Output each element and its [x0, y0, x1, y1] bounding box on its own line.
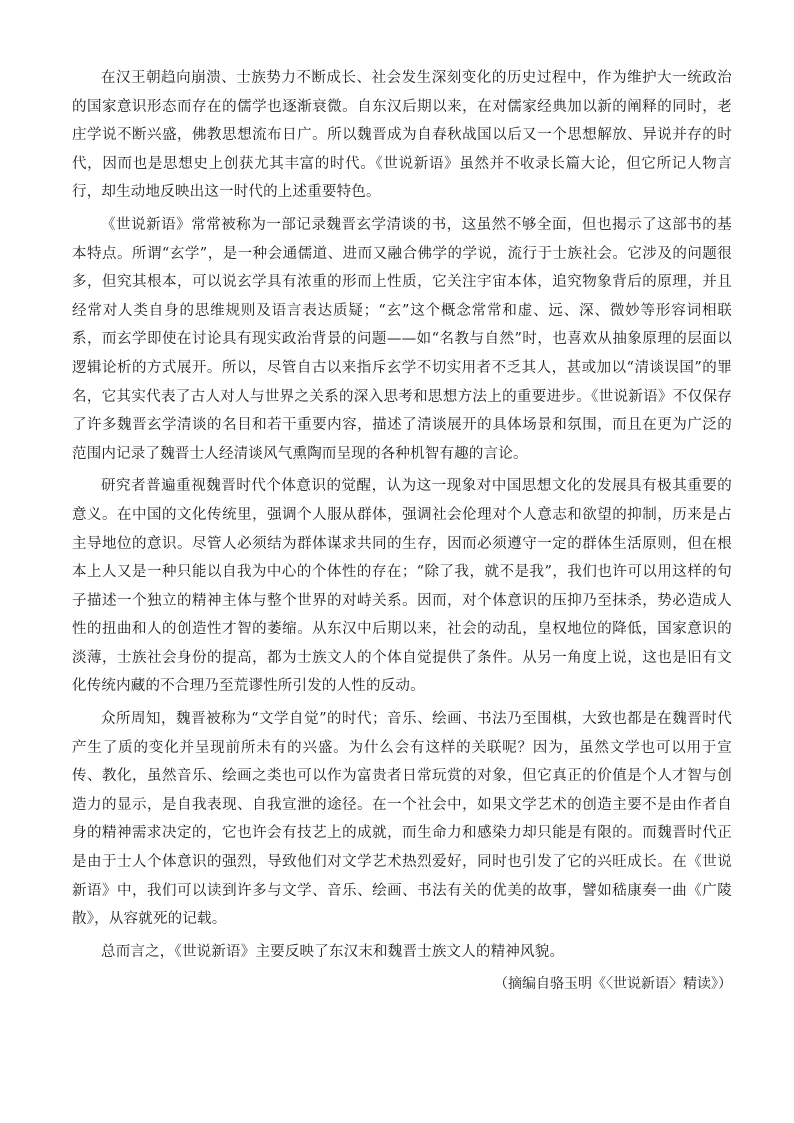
source-citation: （摘编自骆玉明《〈世说新语〉精读》）	[494, 976, 732, 993]
paragraph-4: 众所周知，魏晋被称为“文学自觉”的时代；音乐、绘画、书法乃至围棋，大致也都是在魏晋时代产生了质的变化并呈现前所未有的兴盛。为什么会有这样的关联呢？因为，虽然文学也可以用于宣传、教化，虽然音乐、绘画之类也可以作为富贵者日常玩赏的对象，但它真正的价值是个人才智与创造力的显示，是自我表现、自我宣泄的途径。在一个社会中，如果文学艺术的创造主要不是由作者自身的精神需求决定的，它也许会有技艺上的成就，而生命力和感染力却只能是有限的。而魏晋时代正是由于士人个体意识的强烈，导致他们对文学艺术热烈爱好，同时也引发了它的兴旺成长。在《世说新语》中，我们可以读到许多与文学、音乐、绘画、书法有关的优美的故事，譬如嵇康奏一曲《广陵散》，从容就死的记载。	[72, 711, 732, 928]
paragraph-2: 《世说新语》常常被称为一部记录魏晋玄学清谈的书，这虽然不够全面，但也揭示了这部书的基本特点。所谓“玄学”，是一种会通儒道、进而又融合佛学的学说，流行于士族社会。它涉及的问题很多，但究其根本，可以说玄学具有浓重的形而上性质，它关注宇宙本体，追究物象背后的原理，并且经常对人类自身的思维规则及语言表达质疑；“玄”这个概念常常和虚、远、深、微妙等形容词相联系，而玄学即使在讨论具有现实政治背景的问题——如“名教与自然”时，也喜欢从抽象原理的层面以逻辑论析的方式展开。所以，尽管自古以来指斥玄学不切实用者不乏其人，甚或加以“清谈误国”的罪名，它其实代表了古人对人与世界之关系的深入思考和思想方法上的重要进步。《世说新语》不仅保存了许多魏晋玄学清谈的名目和若干重要内容，描述了清谈展开的具体场景和氛围，而且在更为广泛的范围内记录了魏晋士人经清谈风气熏陶而呈现的各种机智有趣的言论。	[72, 216, 732, 462]
paragraph-5: 总而言之，《世说新语》主要反映了东汉末和魏晋士族文人的精神风貌。	[101, 943, 565, 960]
paragraph-1: 在汉王朝趋向崩溃、士族势力不断成长、社会发生深刻变化的历史过程中，作为维护大一统政治的国家意识形态而存在的儒学也逐渐衰微。自东汉后期以来，在对儒家经典加以新的阐释的同时，老庄学说不断兴盛，佛教思想流布日广。所以魏晋成为自春秋战国以后又一个思想解放、异说并存的时代，因而也是思想史上创获尤其丰富的时代。《世说新语》虽然并不收录长篇大论，但它所记人物言行，却生动地反映出这一时代的上述重要特色。	[72, 70, 732, 201]
paragraph-3: 研究者普遍重视魏晋时代个体意识的觉醒，认为这一现象对中国思想文化的发展具有极其重要的意义。在中国的文化传统里，强调个人服从群体，强调社会伦理对个人意志和欲望的抑制，历来是占主导地位的意识。尽管人必须结为群体谋求共同的生存，因而必须遵守一定的群体生活原则，但在根本上人又是一种只能以自我为中心的个体性的存在；“除了我，就不是我”，我们也许可以用这样的句子描述一个独立的精神主体与整个世界的对峙关系。因而，对个体意识的压抑乃至抹杀，势必造成人性的扭曲和人的创造性才智的萎缩。从东汉中后期以来，社会的动乱，皇权地位的降低，国家意识的淡薄，士族社会身份的提高，都为士族文人的个体自觉提供了条件。从另一角度上说，这也是旧有文化传统内藏的不合理乃至荒谬性所引发的人性的反动。	[72, 478, 732, 695]
article	[72, 64, 732, 998]
